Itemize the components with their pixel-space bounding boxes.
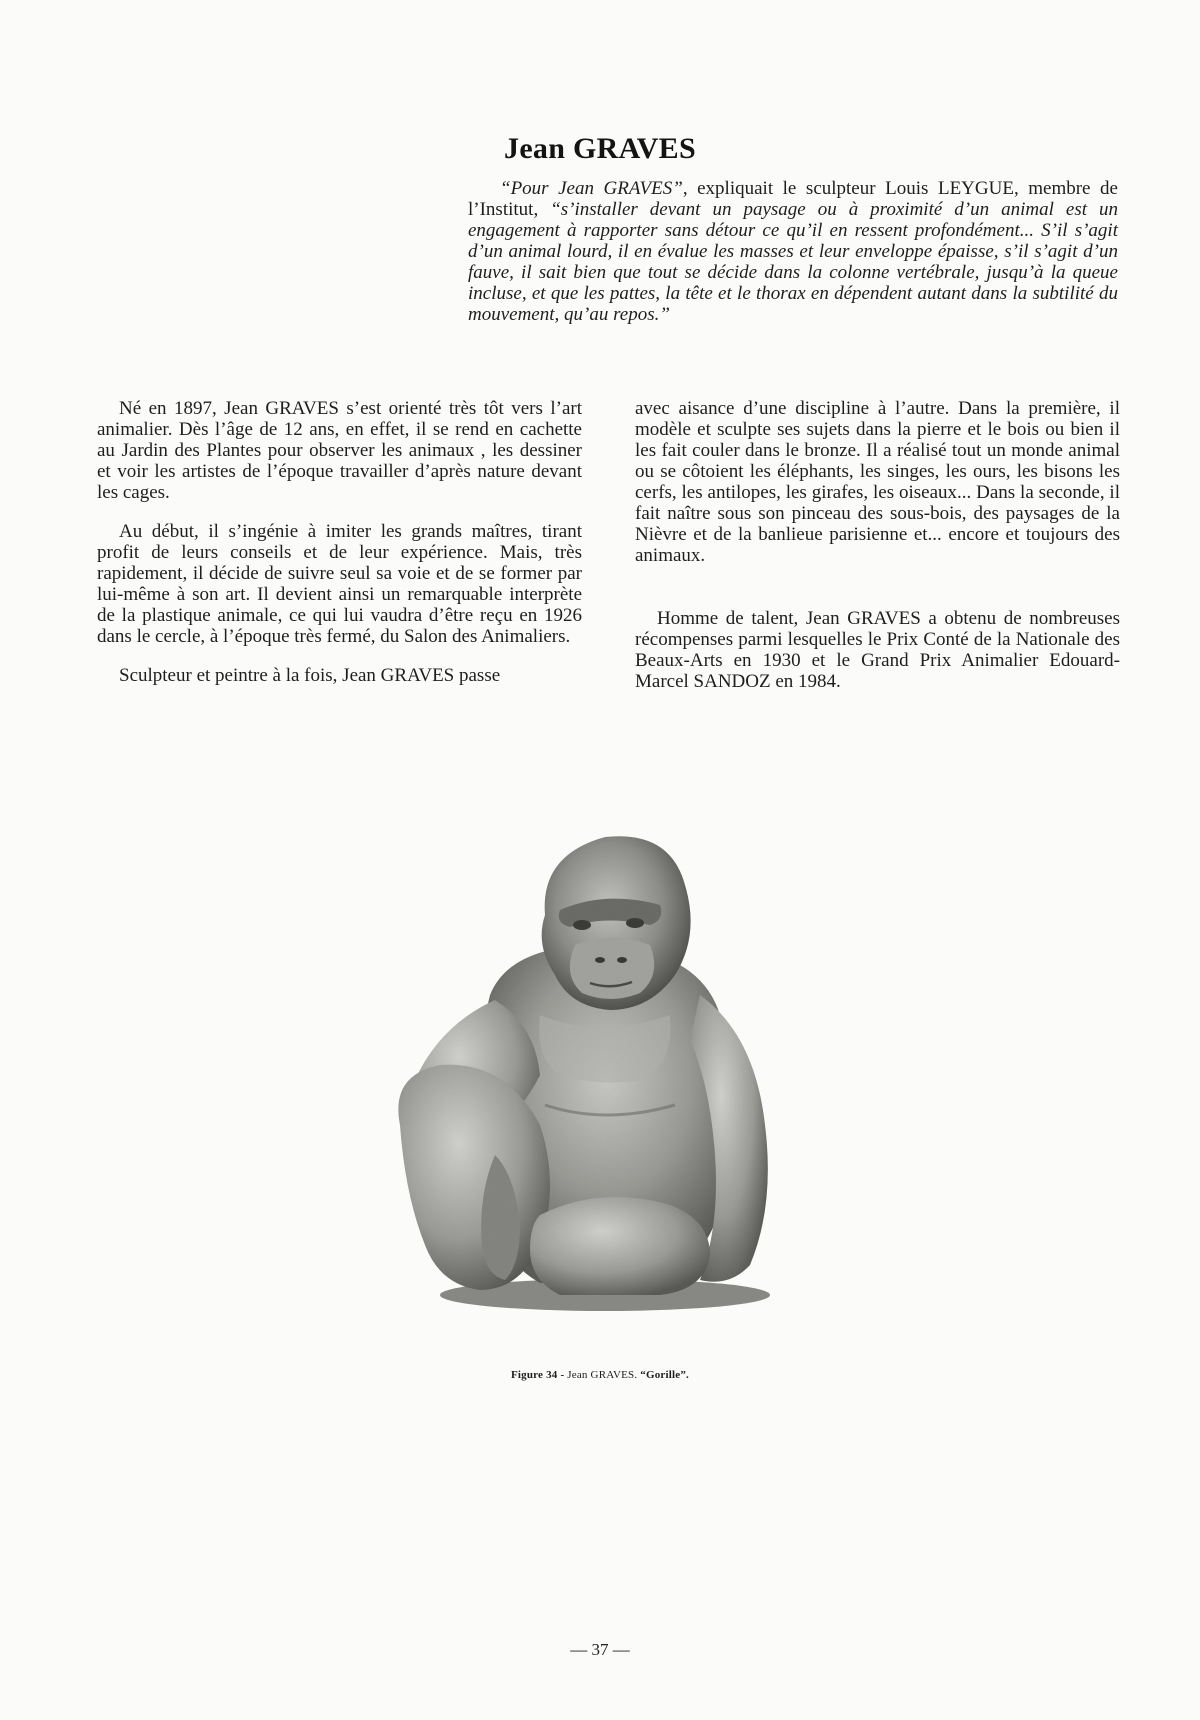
epigraph-quote: [468, 178, 1118, 325]
caption-author: Jean GRAVES.: [564, 1369, 641, 1381]
gorilla-sculpture-photo: [370, 825, 830, 1325]
quote-paragraph: [468, 178, 1118, 325]
paragraph-sculptor-painter: Sculpteur et peintre à la fois, Jean GRAVES passe: [119, 665, 501, 686]
page-title: Jean GRAVES: [504, 132, 696, 166]
figure-caption: [0, 1369, 1200, 1381]
left-column: [97, 398, 582, 704]
right-column: [635, 398, 1120, 710]
paragraph-disciplines: avec aisance d’une discipline à l’autre. Dans la première, il modèle et sculpte ses sujets dans la pierre et le bois ou bien il les fait couler dans le bronze. Il a réalisé tout un monde animal ou se côtoient les éléphants, les singes, les ours, les bisons les cerfs, les antilopes, les girafes, les oiseaux... Dans la seconde, il fait naître sous son pinceau des sous-bois, des paysages de la Nièvre et de la banlieue parisienne et... encore et toujours des animaux.: [635, 398, 1120, 566]
page-number: — 37 —: [570, 1640, 630, 1659]
quote-attribution: , expliquait le sculpteur Louis LEYGUE, membre de l’Institut,: [468, 178, 1118, 220]
quote-body: “s’installer devant un paysage ou à proximité d’un animal est un engagement à rapporter sans détour ce qu’il en ressent profondément... S’il s’agit d’un animal lourd, il en évalue les masses et leur enveloppe épaisse, s’il s’agit d’un fauve, il sait bien que tout se décide dans la colonne vertébrale, jusqu’à la queue incluse, et que les pattes, la tête et le thorax en dépendent autant dans la subtilité du mouvement, qu’au repos.”: [468, 199, 1118, 325]
quote-lead: “Pour Jean GRAVES”: [500, 178, 683, 199]
paragraph-awards: Homme de talent, Jean GRAVES a obtenu de nombreuses récompenses parmi lesquelles le Prix Conté de la Nationale des Beaux-Arts en 1930 et le Grand Prix Animalier Edouard-Marcel SANDOZ en 1984.: [635, 608, 1120, 692]
caption-label: Figure 34 -: [510, 1369, 565, 1381]
paragraph-beginnings: Au début, il s’ingénie à imiter les grands maîtres, tirant profit de leurs conseils et de leur expérience. Mais, très rapidement, il décide de suivre seul sa voie et de se former par lui-même à son art. Il devient ainsi un remarquable interprète de la plastique animale, ce qui lui vaudra d’être reçu en 1926 dans le cercle, à l’époque très fermé, du Salon des Animaliers.: [97, 521, 582, 647]
caption-title: “Gorille”.: [640, 1369, 689, 1381]
paragraph-birth: Né en 1897, Jean GRAVES s’est orienté très tôt vers l’art animalier. Dès l’âge de 12 ans, en effet, il se rend en cachette au Jardin des Plantes pour observer les animaux , les dessiner et voir les artistes de l’époque travailler d’après nature devant les cages.: [97, 398, 582, 503]
gorilla-sculpture-illustration: [370, 825, 830, 1325]
